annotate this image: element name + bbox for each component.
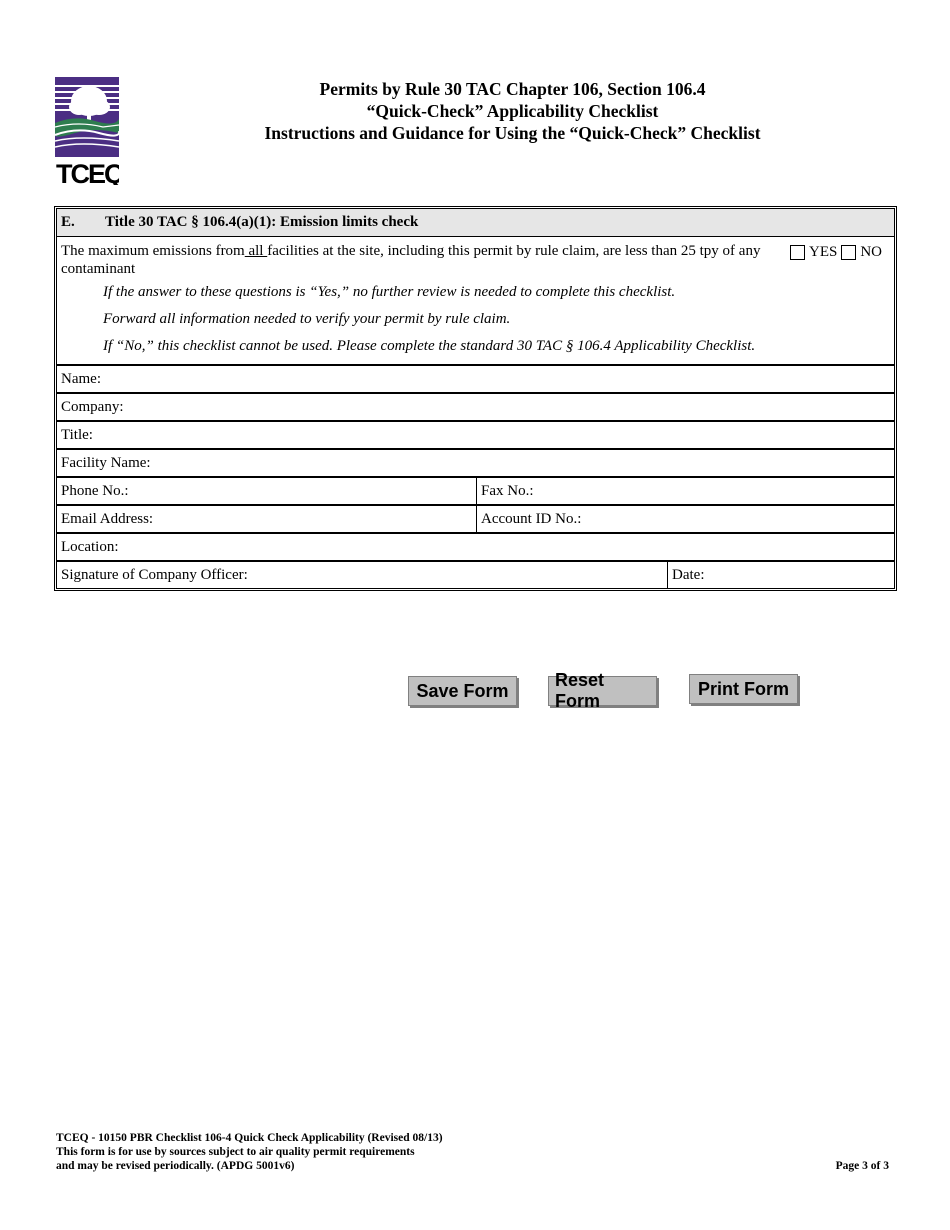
section-title: Title 30 TAC § 106.4(a)(1): Emission limits check (105, 214, 419, 230)
page-number: Page 3 of 3 (835, 1160, 889, 1172)
form-buttons (0, 670, 950, 711)
save-form-button[interactable]: Save Form (408, 676, 517, 706)
question-text-before: The maximum emissions from (61, 243, 245, 259)
title-field[interactable] (57, 422, 894, 448)
account-id-label: Account ID No.: (481, 510, 582, 527)
header-line-1: Permits by Rule 30 TAC Chapter 106, Section 106.4 (319, 79, 706, 99)
note-yes: If the answer to these questions is “Yes,” no further review is needed to complete this checklist. (103, 284, 676, 300)
phone-label: Phone No.: (61, 482, 129, 499)
facility-name-field[interactable] (57, 450, 894, 476)
page-header (200, 78, 825, 144)
header-line-3: Instructions and Guidance for Using the “Quick-Check” Checklist (264, 123, 761, 143)
title-label: Title: (61, 426, 93, 443)
location-label: Location: (61, 538, 119, 555)
question-text-underlined: all (244, 243, 268, 259)
no-label: NO (860, 244, 882, 260)
date-field[interactable] (667, 562, 894, 588)
email-input[interactable] (153, 506, 476, 532)
section-header (57, 209, 894, 237)
name-row (57, 364, 894, 392)
question-text-after: facilities at the site, including this permit by rule claim, are less than 25 tpy of any contaminant (61, 243, 761, 277)
name-field[interactable] (57, 366, 894, 392)
company-label: Company: (61, 398, 124, 415)
header-line-2: “Quick-Check” Applicability Checklist (366, 101, 659, 121)
note-no: If “No,” this checklist cannot be used. Please complete the standard 30 TAC § 106.4 Applicability Checklist. (103, 338, 756, 354)
yes-checkbox[interactable] (790, 245, 805, 260)
note-forward: Forward all information needed to verify your permit by rule claim. (103, 311, 511, 327)
company-row (57, 392, 894, 420)
yes-label: YES (808, 244, 838, 260)
checklist-form (54, 206, 897, 591)
page-footer (56, 1131, 889, 1173)
account-id-field[interactable] (476, 506, 894, 532)
print-form-button[interactable]: Print Form (689, 674, 798, 704)
title-row (57, 420, 894, 448)
signature-date-row (57, 560, 894, 588)
signature-label: Signature of Company Officer: (61, 566, 248, 583)
location-field[interactable] (57, 534, 894, 560)
fax-field[interactable] (476, 478, 894, 504)
fax-label: Fax No.: (481, 482, 534, 499)
footer-line-3: and may be revised periodically. (APDG 5001v6) (56, 1160, 295, 1172)
instruction-notes (57, 279, 894, 364)
name-label: Name: (61, 370, 101, 387)
footer-line-1: TCEQ - 10150 PBR Checklist 106-4 Quick Check Applicability (Revised 08/13) (56, 1132, 443, 1144)
email-field[interactable] (57, 506, 476, 532)
phone-fax-row (57, 476, 894, 504)
section-letter: E. (61, 214, 75, 230)
account-id-input[interactable] (581, 506, 894, 532)
title-input[interactable] (93, 422, 894, 448)
facility-name-label: Facility Name: (61, 454, 151, 471)
location-row (57, 532, 894, 560)
email-account-row (57, 504, 894, 532)
email-label: Email Address: (61, 510, 154, 527)
logo-text: TCEQ (56, 159, 119, 185)
no-checkbox[interactable] (841, 245, 856, 260)
reset-form-button[interactable]: Reset Form (548, 676, 657, 706)
company-input[interactable] (124, 394, 895, 420)
footer-line-2: This form is for use by sources subject to air quality permit requirements (56, 1146, 415, 1158)
company-field[interactable] (57, 394, 894, 420)
question-text (61, 242, 766, 278)
date-label: Date: (672, 566, 705, 583)
phone-input[interactable] (129, 478, 477, 504)
yes-no-group (786, 243, 882, 261)
facility-name-input[interactable] (151, 450, 894, 476)
name-input[interactable] (101, 366, 894, 392)
facility-row (57, 448, 894, 476)
signature-field[interactable] (57, 562, 667, 588)
date-input[interactable] (704, 562, 894, 588)
location-input[interactable] (118, 534, 894, 560)
phone-field[interactable] (57, 478, 476, 504)
signature-input[interactable] (248, 562, 667, 588)
emission-question (57, 237, 894, 278)
fax-input[interactable] (534, 478, 895, 504)
tceq-logo (55, 77, 119, 185)
